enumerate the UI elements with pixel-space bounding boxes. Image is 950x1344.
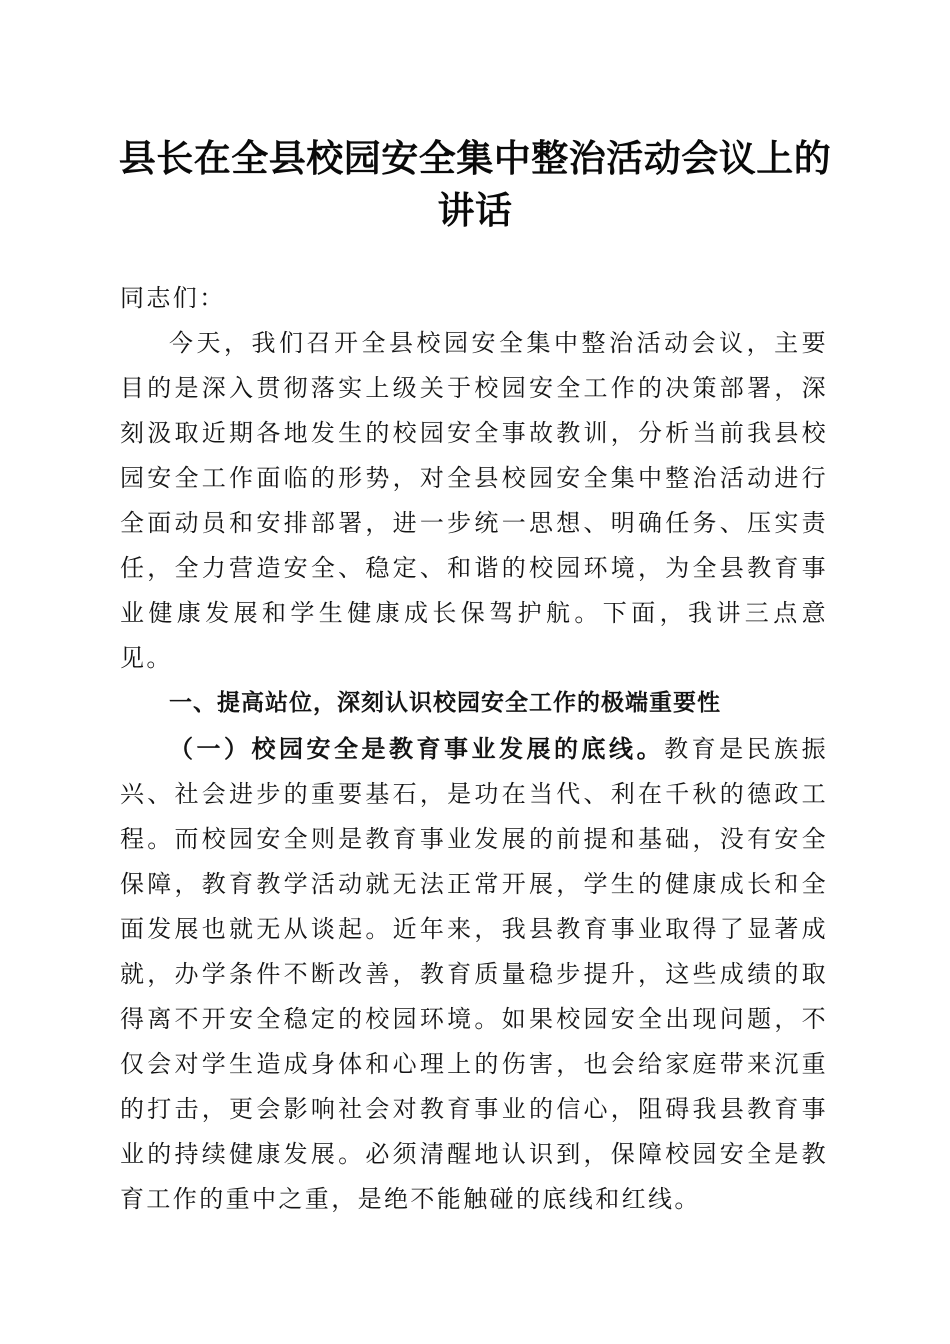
- section-heading-1: 一、提高站位，深刻认识校园安全工作的极端重要性: [169, 690, 721, 716]
- subsection-body-1: 教育是民族振兴、社会进步的重要基石，是功在当代、利在千秋的德政工程。而校园安全则是教育事业发展的前提和基础，没有安全保障，教育教学活动就无法正常开展，学生的健康成长和全面发展也就无从谈起。近年来，我县教育事业取得了显著成就，办学条件不断改善，教育质量稳步提升，这些成绩的取得离不开安全稳定的校园环境。如果校园安全出现问题，不仅会对学生造成身体和心理上的伤害，也会给家庭带来沉重的打击，更会影响社会对教育事业的信心，阻碍我县教育事业的持续健康发展。必须清醒地认识到，保障校园安全是教育工作的重中之重，是绝不能触碰的底线和红线。: [120, 735, 828, 1213]
- subsection-paragraph-1: [120, 726, 828, 1222]
- document-body: [120, 276, 828, 1222]
- salutation: 同志们：: [120, 284, 226, 312]
- document-title: 县长在全县校园安全集中整治活动会议上的讲话: [118, 136, 832, 232]
- subsection-lead-1: （一）校园安全是教育事业发展的底线。: [169, 734, 665, 763]
- intro-paragraph: 今天，我们召开全县校园安全集中整治活动会议，主要目的是深入贯彻落实上级关于校园安全工作的决策部署，深刻汲取近期各地发生的校园安全事故教训，分析当前我县校园安全工作面临的形势，对全县校园安全集中整治活动进行全面动员和安排部署，进一步统一思想、明确任务、压实责任，全力营造安全、稳定、和谐的校园环境，为全县教育事业健康发展和学生健康成长保驾护航。下面，我讲三点意见。: [120, 329, 828, 672]
